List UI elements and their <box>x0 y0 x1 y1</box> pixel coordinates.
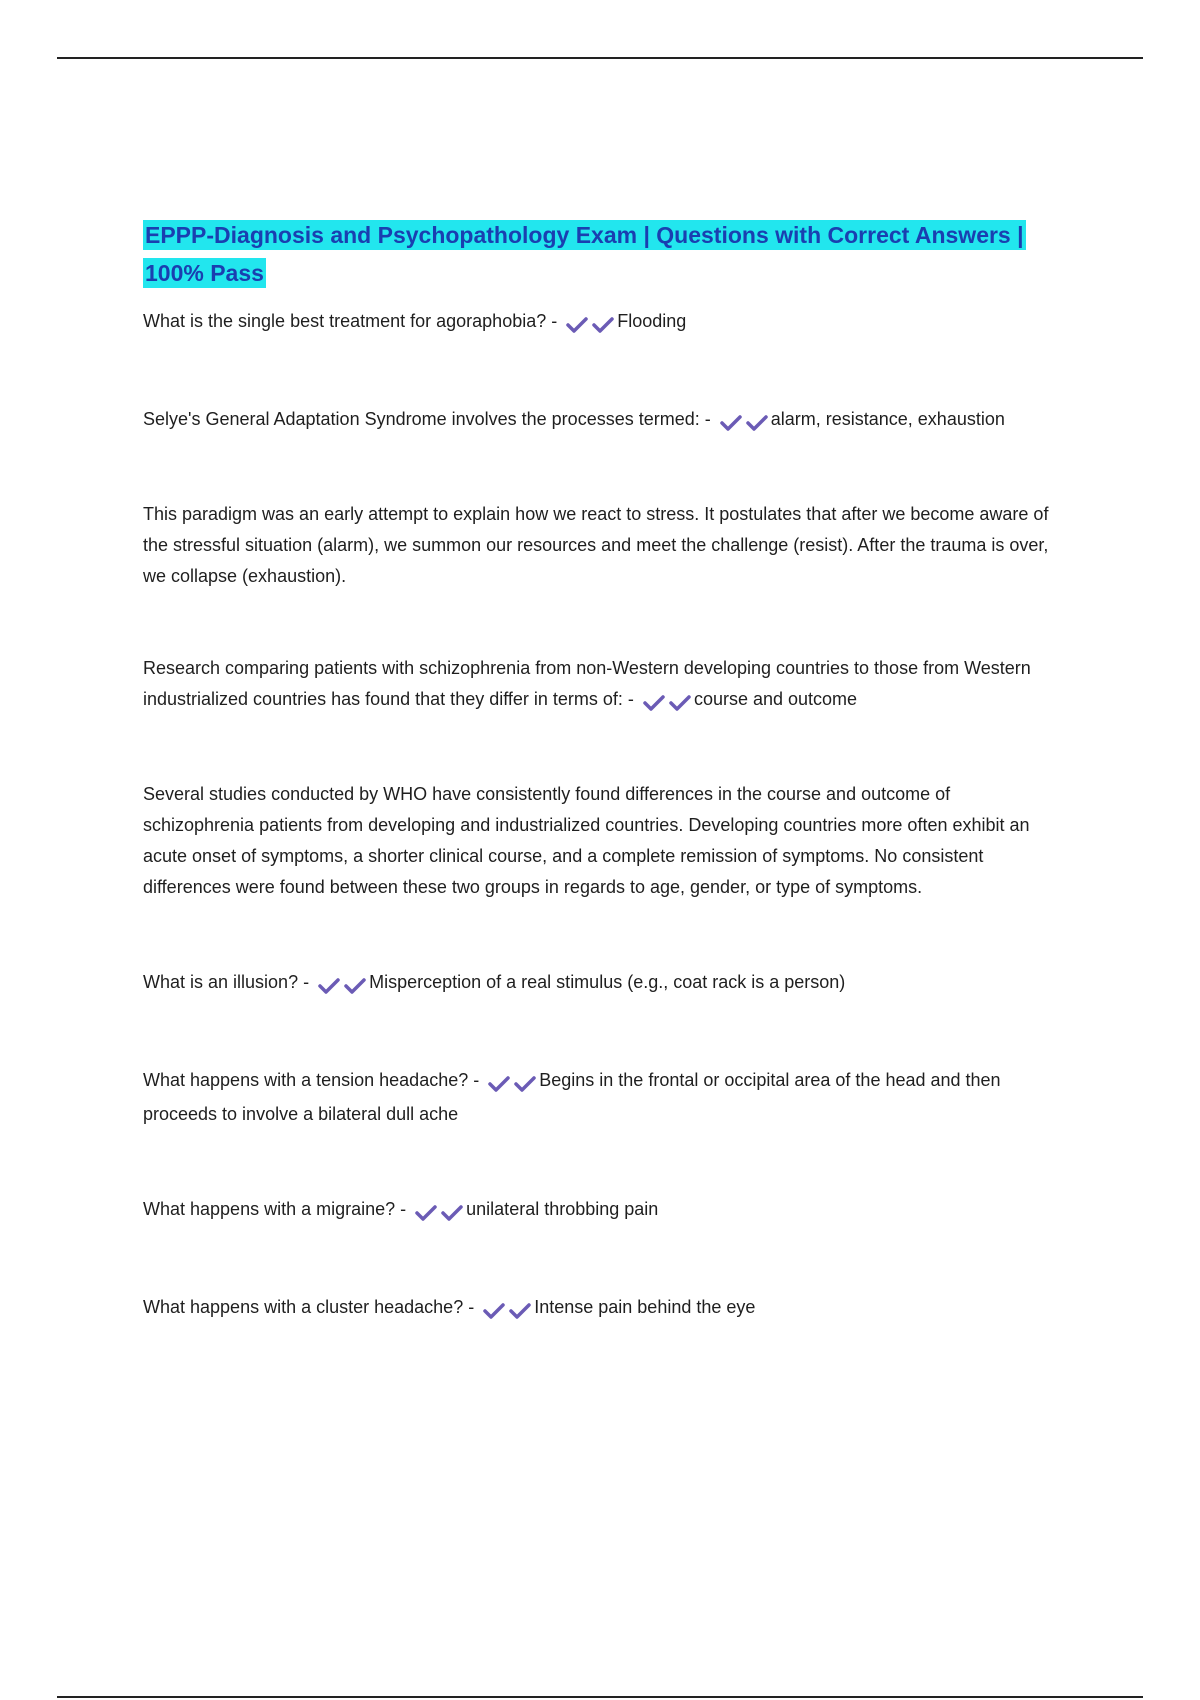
qa-item <box>143 404 1063 438</box>
answer-text: course and outcome <box>693 689 858 709</box>
header-rule <box>57 57 1143 59</box>
document-body <box>143 216 1063 1326</box>
double-check-icon <box>643 687 691 718</box>
answer-text: unilateral throbbing pain <box>466 1199 659 1219</box>
answer-text: alarm, resistance, exhaustion <box>770 409 1005 429</box>
double-check-icon <box>488 1068 536 1099</box>
qa-item <box>143 1194 1063 1228</box>
answer-text: Intense pain behind the eye <box>534 1297 756 1317</box>
double-check-icon <box>318 970 366 1001</box>
answer-text: Begins in the frontal or occipital area of the head and then proceeds to involve a bilateral dull ache <box>143 1070 1001 1124</box>
document-title <box>143 216 1063 292</box>
question-text: Selye's General Adaptation Syndrome involves the processes termed: - <box>143 409 711 429</box>
question-text: What happens with a cluster headache? - <box>143 1297 475 1317</box>
answer-text: Misperception of a real stimulus (e.g., coat rack is a person) <box>369 972 846 992</box>
qa-item <box>143 653 1063 718</box>
qa-item <box>143 1065 1063 1130</box>
explanation-paragraph: Several studies conducted by WHO have consistently found differences in the course and outcome of schizophrenia patients from developing and industrialized countries. Developing countries more often exhibit an acute onset of symptoms, a shorter clinical course, and a complete remission of symptoms. No consistent differences were found between these two groups in regards to age, gender, or type of symptoms. <box>143 784 1030 897</box>
footer-rule <box>57 1696 1143 1698</box>
double-check-icon <box>720 407 768 438</box>
explanation-paragraph: This paradigm was an early attempt to explain how we react to stress. It postulates that after we become aware of the stressful situation (alarm), we summon our resources and meet the challenge (resist). After the trauma is over, we collapse (exhaustion). <box>143 504 1049 586</box>
question-text: Research comparing patients with schizophrenia from non-Western developing countries to those from Western industrialized countries has found that they differ in terms of: - <box>143 658 1031 709</box>
question-text: What is an illusion? - <box>143 972 310 992</box>
title-highlight: EPPP-Diagnosis and Psychopathology Exam | Questions with Correct Answers | 100% Pass <box>145 222 1024 286</box>
question-text: What happens with a migraine? - <box>143 1199 407 1219</box>
question-text: What is the single best treatment for agoraphobia? - <box>143 311 558 331</box>
answer-text: Flooding <box>617 311 687 331</box>
question-text: What happens with a tension headache? - <box>143 1070 480 1090</box>
double-check-icon <box>566 309 614 340</box>
double-check-icon <box>483 1295 531 1326</box>
qa-item <box>143 967 1063 1001</box>
qa-item <box>143 306 1063 340</box>
qa-item <box>143 1292 1063 1326</box>
double-check-icon <box>415 1197 463 1228</box>
